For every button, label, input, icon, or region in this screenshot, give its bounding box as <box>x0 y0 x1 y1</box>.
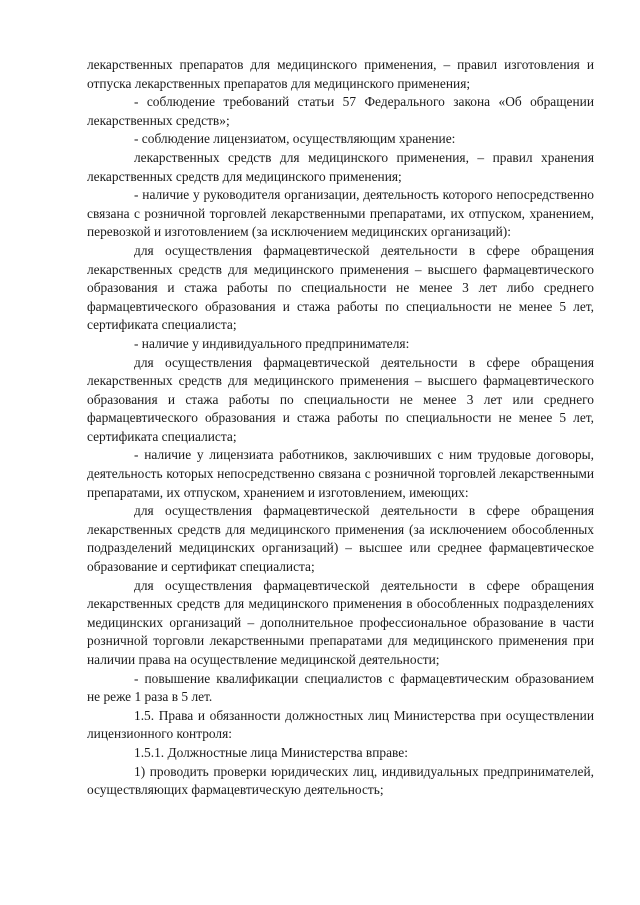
paragraph: - наличие у лицензиата работников, заключивших с ним трудовые договоры, деятельность которых непосредственно связана с розничной торговлей лекарственными препаратами, их отпуском, хранением и изготовлением, имеющих: <box>87 447 594 500</box>
subsection-heading: 1.5.1. Должностные лица Министерства вправе: <box>134 744 408 760</box>
paragraph: для осуществления фармацевтической деятельности в сфере обращения лекарственных средств для медицинского применения (за исключением обособленных подразделений медицинских организаций) – высшее или среднее фармацевтическое образование и сертификат специалиста; <box>87 503 594 575</box>
list-item: 1) проводить проверки юридических лиц, индивидуальных предпринимателей, осуществляющих фармацевтическую деятельность; <box>87 763 594 798</box>
paragraph: для осуществления фармацевтической деятельности в сфере обращения лекарственных средств для медицинского применения – высшего фармацевтического образования и стажа работы по специальности не менее 3 лет либо среднего фармацевтического образования и стажа работы по специальности не менее 5 лет, сертификата специалиста; <box>87 242 594 333</box>
paragraph: для осуществления фармацевтической деятельности в сфере обращения лекарственных средств для медицинского применения – высшего фармацевтического образования и стажа работы по специальности не менее 3 лет или среднего фармацевтического образования и стажа работы по специальности не менее 5 лет, сертификата специалиста; <box>87 354 594 444</box>
paragraph: лекарственных препаратов для медицинского применения, – правил изготовления и отпуска лекарственных препаратов для медицинского применения; <box>87 57 594 91</box>
paragraph: для осуществления фармацевтической деятельности в сфере обращения лекарственных средств для медицинского применения в обособленных подразделениях медицинских организаций – дополнительное профессиональное образование в части розничной торговли лекарственными препаратами для медицинского применения при наличии права на осуществление медицинской деятельности; <box>87 577 594 667</box>
paragraph: - повышение квалификации специалистов с фармацевтическим образованием не реже 1 раза в 5 лет. <box>87 670 594 705</box>
paragraph: - наличие у руководителя организации, деятельность которого непосредственно связана с розничной торговлей лекарственными препаратами, их отпуском, хранением, перевозкой и изготовлением (за исключением медицинских организаций): <box>87 187 594 240</box>
paragraph: - соблюдение требований статьи 57 Федерального закона «Об обращении лекарственных средств»; <box>87 94 594 128</box>
paragraph: - соблюдение лицензиатом, осуществляющим хранение: <box>134 131 456 147</box>
paragraph: - наличие у индивидуального предпринимателя: <box>134 335 410 351</box>
document-page <box>87 56 594 800</box>
section-heading: 1.5. Права и обязанности должностных лиц Министерства при осуществлении лицензионного контроля: <box>87 707 594 742</box>
paragraph: лекарственных средств для медицинского применения, – правил хранения лекарственных средств для медицинского применения; <box>87 149 594 184</box>
